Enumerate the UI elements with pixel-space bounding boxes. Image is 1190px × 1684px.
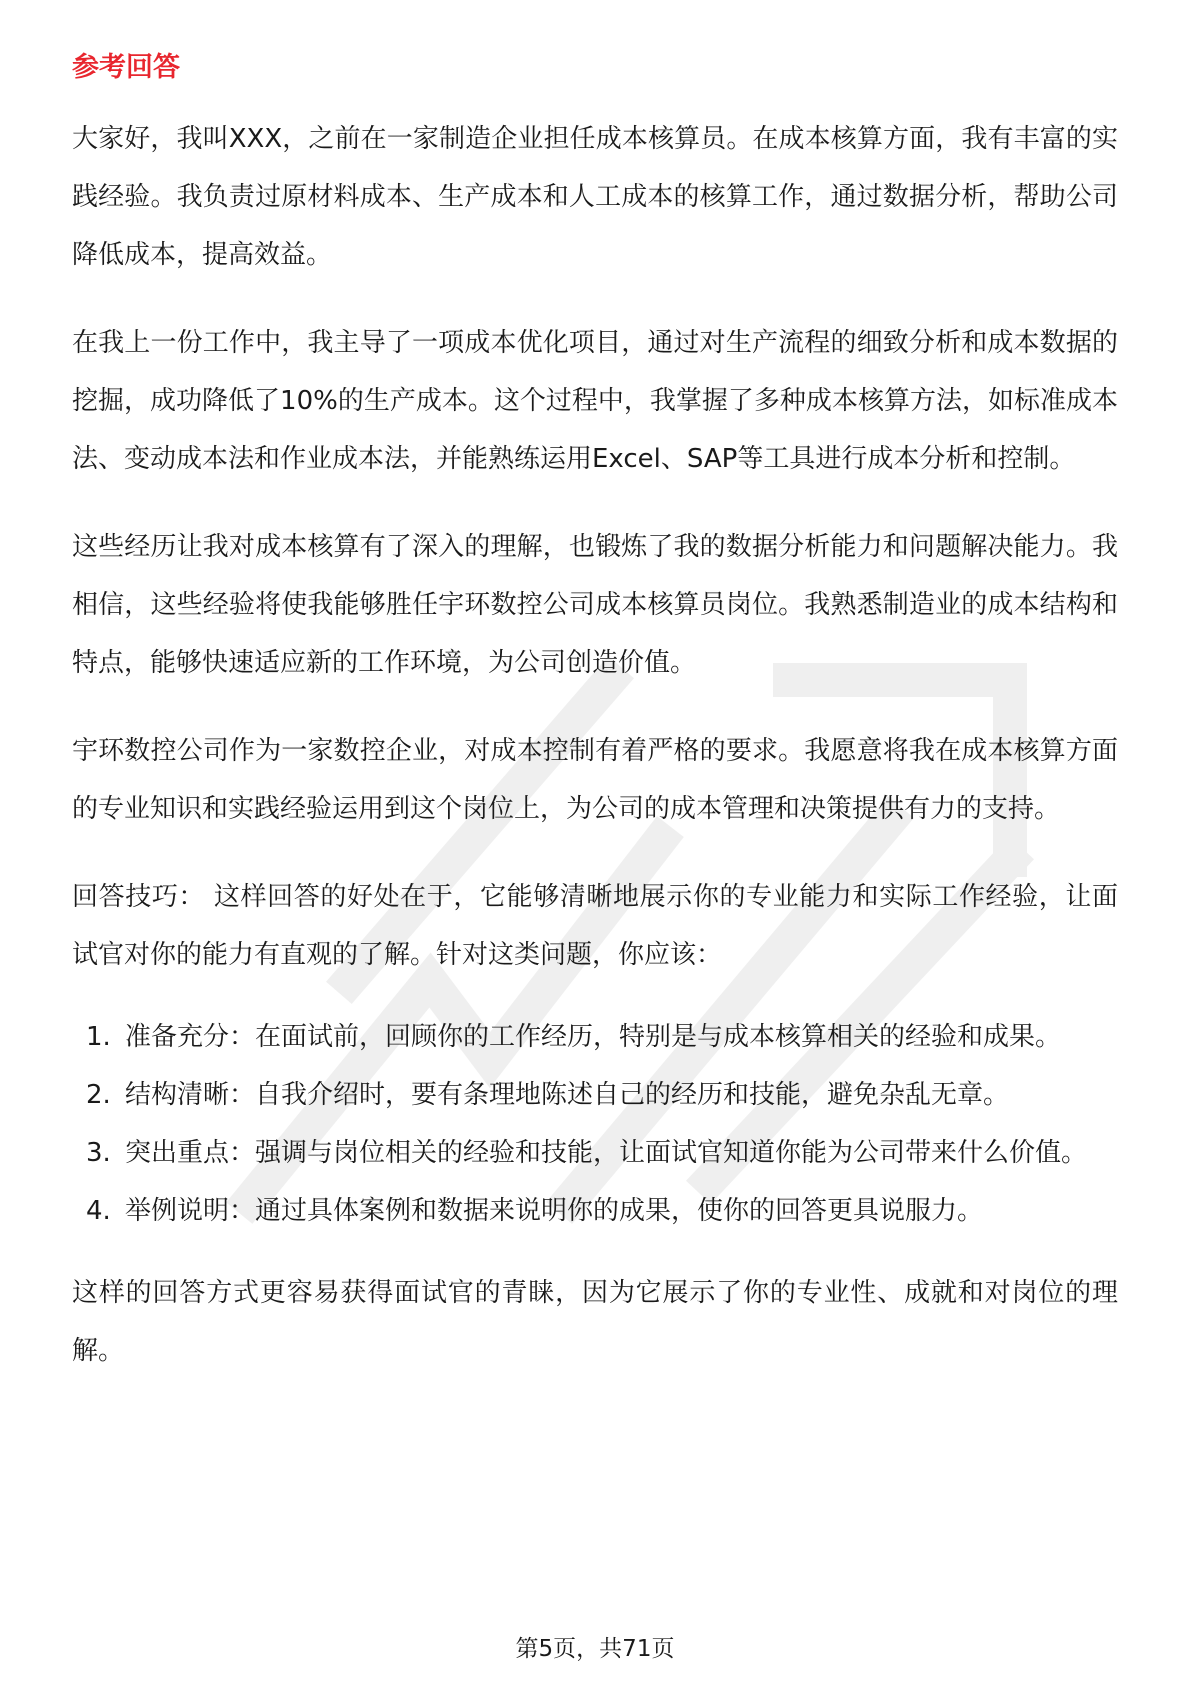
tips-intro-paragraph: 回答技巧： 这样回答的好处在于，它能够清晰地展示你的专业能力和实际工作经验，让面试官对你的能力有直观的了解。针对这类问题，你应该： [72, 882, 1118, 970]
list-item [72, 1182, 1118, 1240]
closing-paragraph: 这样的回答方式更容易获得面试官的青睐，因为它展示了你的专业性、成就和对岗位的理解。 [72, 1278, 1118, 1366]
section-heading: 参考回答 [72, 52, 180, 83]
answer-paragraph-1: 大家好，我叫XXX，之前在一家制造企业担任成本核算员。在成本核算方面，我有丰富的实践经验。我负责过原材料成本、生产成本和人工成本的核算工作，通过数据分析，帮助公司降低成本，提高效益。 [72, 124, 1118, 270]
list-item [72, 1008, 1118, 1066]
answer-paragraph-3: 这些经历让我对成本核算有了深入的理解，也锻炼了我的数据分析能力和问题解决能力。我相信，这些经验将使我能够胜任宇环数控公司成本核算员岗位。我熟悉制造业的成本结构和特点，能够快速适应新的工作环境，为公司创造价值。 [72, 532, 1118, 678]
list-item-number: 2. [86, 1080, 111, 1110]
list-item-number: 1. [86, 1022, 111, 1052]
list-item-text: 准备充分：在面试前，回顾你的工作经历，特别是与成本核算相关的经验和成果。 [125, 1022, 1062, 1052]
list-item-number: 3. [86, 1138, 111, 1168]
answer-paragraph-4: 宇环数控公司作为一家数控企业，对成本控制有着严格的要求。我愿意将我在成本核算方面的专业知识和实践经验运用到这个岗位上，为公司的成本管理和决策提供有力的支持。 [72, 736, 1118, 824]
list-item [72, 1124, 1118, 1182]
tips-list [72, 1008, 1118, 1240]
list-item-number: 4. [86, 1196, 111, 1226]
document-body [72, 48, 1118, 1410]
list-item-text: 举例说明：通过具体案例和数据来说明你的成果，使你的回答更具说服力。 [125, 1196, 984, 1226]
list-item-text: 突出重点：强调与岗位相关的经验和技能，让面试官知道你能为公司带来什么价值。 [125, 1138, 1088, 1168]
list-item [72, 1066, 1118, 1124]
answer-paragraph-2: 在我上一份工作中，我主导了一项成本优化项目，通过对生产流程的细致分析和成本数据的挖掘，成功降低了10%的生产成本。这个过程中，我掌握了多种成本核算方法，如标准成本法、变动成本法和作业成本法，并能熟练运用Excel、SAP等工具进行成本分析和控制。 [72, 328, 1118, 474]
list-item-text: 结构清晰：自我介绍时，要有条理地陈述自己的经历和技能，避免杂乱无章。 [125, 1080, 1010, 1110]
page-number-footer: 第5页，共71页 [515, 1636, 675, 1662]
